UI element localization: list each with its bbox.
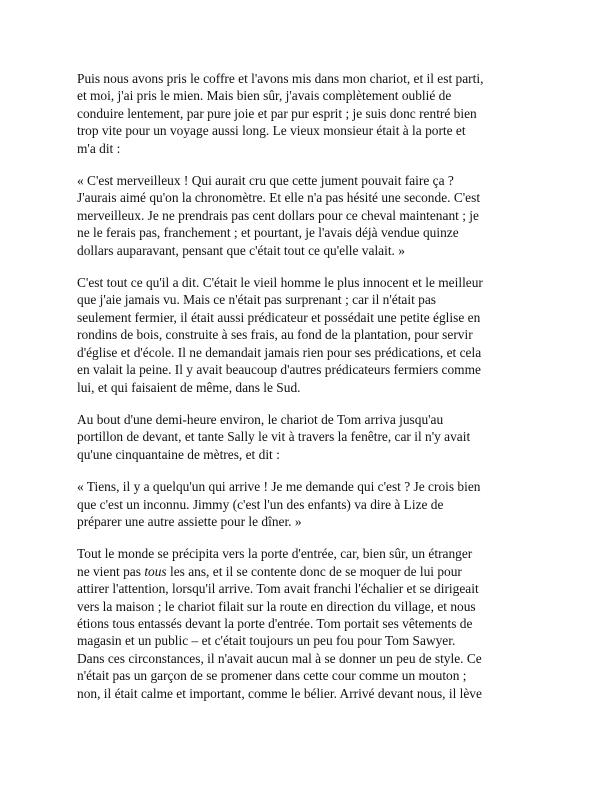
text-line: étions tous entassés devant la porte d'entrée. Tom portait ses vêtements de [77,615,473,631]
body-text [77,70,543,717]
text-line: Tout le monde se précipita vers la porte d'entrée, car, bien sûr, un étranger [77,546,473,562]
paragraph [77,411,543,463]
text-line: Dans ces circonstances, il n'avait aucun mal à se donner un peu de style. Ce [77,650,482,666]
text-line: attirer l'attention, lorsqu'il arrive. Tom avait franchi l'échalier et se dirigeait [77,581,479,597]
emphasis: tous [144,563,167,579]
paragraph [77,545,543,702]
text-line: que j'aie jamais vu. Mais ce n'était pas surprenant ; car il n'était pas [77,292,436,308]
text-line: qu'une cinquantaine de mètres, et dit : [77,446,280,462]
paragraph [77,70,543,157]
text-line: Au bout d'une demi-heure environ, le chariot de Tom arriva jusqu'au [77,411,444,427]
text-line: ne vient pas tous les ans, et il se contente donc de se moquer de lui pour [77,563,462,579]
text-line: rondins de bois, construite à ses frais, au fond de la plantation, pour servir [77,327,473,343]
text-line: non, il était calme et important, comme le bélier. Arrivé devant nous, il lève [77,685,482,701]
text-line: n'était pas un garçon de se promener dans cette cour comme un mouton ; [77,668,467,684]
text-line: « C'est merveilleux ! Qui aurait cru que cette jument pouvait faire ça ? [77,173,454,189]
paragraph [77,274,543,396]
text-line: conduire lentement, par pure joie et par pur esprit ; je suis donc rentré bien [77,105,477,121]
text-line: ne le ferais pas, franchement ; et pourtant, je l'avais déjà vendue quinze [77,225,459,241]
text-line: J'aurais aimé qu'on la chronomètre. Et elle n'a pas hésité une seconde. C'est [77,190,481,206]
text-line: C'est tout ce qu'il a dit. C'était le vieil homme le plus innocent et le meilleur [77,275,483,291]
text-line: portillon de devant, et tante Sally le vit à travers la fenêtre, car il n'y avait [77,429,471,445]
text-line: seulement fermier, il était aussi prédicateur et possédait une petite église en [77,309,481,325]
paragraph [77,478,543,530]
text-line: m'a dit : [77,140,121,156]
text-line: merveilleux. Je ne prendrais pas cent dollars pour ce cheval maintenant ; je [77,207,479,223]
text-line: magasin et un public – et c'était toujours un peu fou pour Tom Sawyer. [77,633,456,649]
text-line: d'église et d'école. Il ne demandait jamais rien pour ses prédications, et cela [77,344,482,360]
text-line: dollars auparavant, pensant que c'était tout ce qu'elle valait. » [77,242,405,258]
text-line: lui, et qui faisaient de même, dans le Sud. [77,379,301,395]
text-line: Puis nous avons pris le coffre et l'avons mis dans mon chariot, et il est parti, [77,71,484,86]
paragraph [77,172,543,259]
text-line: en valait la peine. Il y avait beaucoup d'autres prédicateurs fermiers comme [77,362,481,378]
text-line: vers la maison ; le chariot filait sur la route en direction du village, et nous [77,598,476,614]
text-line: trop vite pour un voyage aussi long. Le vieux monsieur était à la porte et [77,123,466,139]
text-line: que c'est un inconnu. Jimmy (c'est l'un des enfants) va dire à Lize de [77,496,444,512]
text-line: préparer une autre assiette pour le dîner. » [77,513,302,529]
text-line: « Tiens, il y a quelqu'un qui arrive ! Je me demande qui c'est ? Je crois bien [77,479,481,495]
text-line: et moi, j'ai pris le mien. Mais bien sûr, j'avais complètement oublié de [77,88,452,104]
